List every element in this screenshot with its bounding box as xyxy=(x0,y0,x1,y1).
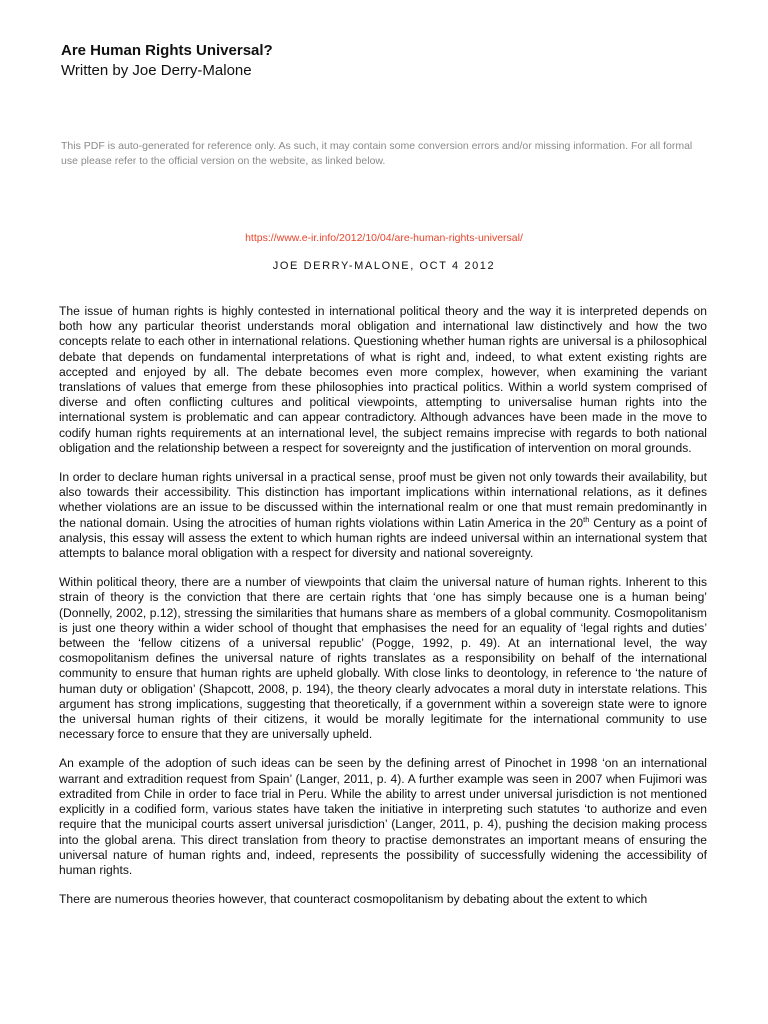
paragraph-2-text-end: Century as a point of analysis, this essay will assess the extent to which human rights are indeed universal within an international system that attempts to balance moral obligation with a respect for diversity and national sovereignty. xyxy=(59,515,707,561)
pdf-disclaimer: This PDF is auto-generated for reference only. As such, it may contain some conversion errors and/or missing information. For all formal use please refer to the official version on the website, as linked below. xyxy=(61,140,693,167)
paragraph-5: There are numerous theories however, that counteract cosmopolitanism by debating about the extent to which xyxy=(59,892,648,907)
paragraph-1: The issue of human rights is highly contested in international political theory and the way it is interpreted depends on both how any particular theorist understands moral obligation and international law distinctively and how the two concepts relate to each other in international relations. Questioning whether human rights are universal is a philosophical debate that depends on fundamental interpretations of what is right and, indeed, to what extent existing rights are accepted and enjoyed by all. The debate becomes even more complex, however, when examining the variant translations of values that emerge from these philosophies into practical politics. Within a world system comprised of diverse and often conflicting cultures and political viewpoints, attempting to universalise human rights into the international system is problematic and can appear contradictory. Although advances have been made in the move to codify human rights requirements at an international level, the subject remains imprecise with regards to both national obligation and the relationship between a respect for sovereignty and the justification of intervention on moral grounds. xyxy=(59,304,707,455)
superscript-th: th xyxy=(583,514,590,524)
article-body xyxy=(59,304,707,907)
source-url-link[interactable]: https://www.e-ir.info/2012/10/04/are-human-rights-universal/ xyxy=(245,232,523,244)
author-date-line: JOE DERRY-MALONE, OCT 4 2012 xyxy=(272,260,496,272)
document-title: Are Human Rights Universal? xyxy=(61,42,273,59)
author-byline: Written by Joe Derry-Malone xyxy=(61,62,252,79)
paragraph-4: An example of the adoption of such ideas can be seen by the defining arrest of Pinochet in 1998 ‘on an international warrant and extradition request from Spain’ (Langer, 2011, p. 4). A further example was seen in 2007 when Fujimori was extradited from Chile in order to face trial in Peru. While the ability to arrest under universal jurisdiction is not mentioned explicitly in a codified form, various states have taken the initiative in interpreting such statutes ‘to authorize and even require that the municipal courts assert universal jurisdiction’ (Langer, 2011, p. 4), pushing the decision making process into the global arena. This direct translation from theory to practise demonstrates an important means of ensuring the universal nature of human rights and, indeed, represents the possibility of successfully widening the accessibility of human rights. xyxy=(59,756,707,877)
paragraph-2 xyxy=(59,470,707,561)
paragraph-3: Within political theory, there are a number of viewpoints that claim the universal nature of human rights. Inherent to this strain of theory is the conviction that there are certain rights that ‘one has simply because one is a human being’ (Donnelly, 2002, p.12), stressing the similarities that humans share as members of a global community. Cosmopolitanism is just one theory within a wider school of thought that emphasises the need for an equality of ‘legal rights and duties’ between the ‘fellow citizens of a universal republic’ (Pogge, 1992, p. 49). At an international level, the way cosmopolitanism defines the universal nature of rights translates as a responsibility on behalf of the international community to ensure that human rights are upheld globally. With close links to deontology, in reference to ‘the nature of human duty or obligation’ (Shapcott, 2008, p. 194), the theory clearly advocates a moral duty in interstate relations. This argument has strong implications, suggesting that theoretically, if a government within a sovereign state were to ignore the universal human rights of their citizens, it would be morally legitimate for the international community to use necessary force to ensure that they are universally upheld. xyxy=(59,575,707,742)
paragraph-2-text-start: In order to declare human rights universal in a practical sense, proof must be given not only towards their availability, but also towards their accessibility. This distinction has important implications within international relations, as it defines whether violations are an issue to be discussed within the international realm or one that must remain predominantly in the national domain. Using the atrocities of human rights violations within Latin America in the 20 xyxy=(59,470,707,530)
